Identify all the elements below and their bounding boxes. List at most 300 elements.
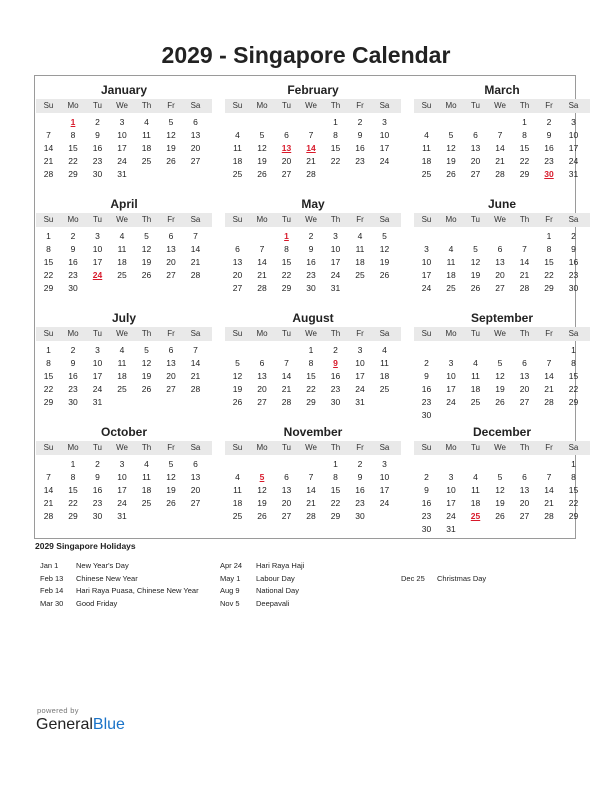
day-cell: 23	[68, 270, 78, 280]
day-cell: 24	[421, 283, 432, 293]
weekday-label: Tu	[281, 329, 292, 338]
day-cell: 8	[571, 472, 576, 482]
day-cell: 17	[421, 270, 432, 280]
day-cell: 5	[382, 231, 387, 241]
day-cell: 12	[166, 130, 176, 140]
day-cell: 30	[92, 169, 103, 179]
weekday-label: Fr	[545, 101, 553, 110]
day-cell: 27	[166, 384, 176, 394]
day-cell: 16	[92, 485, 103, 495]
weekday-label: Tu	[281, 215, 292, 224]
day-cell: 30	[421, 410, 432, 420]
day-cell: 19	[379, 257, 390, 267]
weekday-label: Tu	[92, 215, 103, 224]
day-cell: 22	[43, 384, 54, 394]
day-cell: 19	[166, 143, 176, 153]
day-cell: 22	[519, 156, 530, 166]
day-cell: 7	[193, 231, 198, 241]
day-cell: 27	[166, 270, 176, 280]
day-cell: 7	[308, 130, 314, 140]
day-cell: 15	[330, 143, 341, 153]
holiday-date: Mar 30	[40, 598, 64, 608]
day-cell: 2	[424, 358, 429, 368]
day-cell: 28	[257, 283, 267, 293]
day-cell: 15	[68, 143, 78, 153]
day-cell: 10	[446, 485, 456, 495]
holiday-date: Aug 9	[220, 586, 240, 595]
day-cell: 11	[380, 358, 389, 368]
day-cell: 21	[306, 498, 316, 508]
weekday-label: Mo	[67, 215, 79, 224]
day-cell: 6	[284, 130, 289, 140]
weekday-header	[414, 327, 590, 341]
day-cell: 13	[470, 143, 481, 153]
day-cell: 3	[448, 472, 454, 482]
day-cell: 20	[470, 156, 481, 166]
day-cell: 5	[144, 231, 149, 241]
day-cell: 2	[308, 231, 314, 241]
holiday-name: Good Friday	[76, 598, 118, 608]
day-cell: 15	[281, 257, 292, 267]
day-cell: 29	[519, 169, 530, 179]
month-name: January	[100, 83, 148, 97]
day-cell: 18	[355, 257, 365, 267]
day-cell: 21	[544, 498, 554, 508]
weekday-label: Mo	[445, 101, 457, 110]
day-cell: 22	[330, 156, 341, 166]
day-cell: 11	[233, 143, 242, 153]
day-cell: 25	[232, 169, 243, 179]
weekday-label: Su	[421, 329, 432, 338]
day-cell: 29	[68, 511, 78, 521]
day-cell: 1	[70, 459, 76, 469]
day-cell: 6	[193, 117, 198, 127]
weekday-label: Su	[232, 329, 243, 338]
day-cell: 14	[519, 257, 530, 267]
day-cell: 7	[46, 130, 51, 140]
day-cell: 14	[281, 371, 292, 381]
holiday-name: National Day	[256, 586, 299, 595]
day-cell: 10	[355, 358, 365, 368]
day-cell: 30	[568, 283, 579, 293]
day-cell: 26	[257, 169, 267, 179]
holiday-day-cell: 24	[92, 270, 103, 280]
day-cell: 10	[330, 244, 341, 254]
day-cell: 13	[166, 358, 176, 368]
day-cell: 14	[257, 257, 267, 267]
day-cell: 12	[379, 244, 390, 254]
holiday-day-cell: 14	[306, 143, 316, 153]
weekday-label: We	[305, 101, 317, 110]
day-cell: 8	[333, 130, 338, 140]
day-cell: 17	[446, 384, 456, 394]
day-cell: 24	[446, 511, 456, 521]
day-cell: 21	[306, 156, 316, 166]
day-cell: 26	[141, 270, 152, 280]
day-cell: 2	[424, 472, 429, 482]
holiday-day-cell: 9	[333, 358, 338, 368]
day-cell: 9	[357, 472, 363, 482]
day-cell: 6	[235, 244, 240, 254]
day-cell: 9	[357, 130, 363, 140]
months-grid	[34, 78, 579, 538]
day-cell: 9	[95, 472, 100, 482]
day-cell: 14	[495, 143, 505, 153]
weekday-label: Su	[232, 215, 243, 224]
day-cell: 19	[257, 498, 267, 508]
day-cell: 25	[232, 511, 243, 521]
holiday-date: Apr 24	[220, 561, 243, 570]
weekday-label: Mo	[67, 443, 79, 452]
day-cell: 18	[379, 371, 390, 381]
day-cell: 18	[470, 384, 481, 394]
day-cell: 26	[166, 156, 176, 166]
day-cell: 10	[379, 130, 390, 140]
day-cell: 26	[446, 169, 456, 179]
day-cell: 11	[355, 244, 365, 254]
day-cell: 20	[232, 270, 243, 280]
day-cell: 6	[522, 472, 527, 482]
month-name: November	[283, 425, 343, 439]
weekday-label: Sa	[568, 443, 579, 452]
holiday-name: Deepavali	[256, 598, 290, 608]
weekday-header	[225, 441, 401, 455]
day-cell: 14	[43, 485, 54, 495]
day-cell: 29	[43, 397, 54, 407]
day-cell: 19	[446, 156, 456, 166]
day-cell: 24	[355, 384, 365, 394]
day-cell: 9	[70, 358, 76, 368]
day-cell: 15	[68, 485, 78, 495]
day-cell: 24	[330, 270, 341, 280]
day-cell: 13	[519, 371, 530, 381]
day-cell: 22	[568, 498, 579, 508]
holiday-name: Chinese New Year	[76, 573, 138, 583]
day-cell: 22	[544, 270, 554, 280]
day-cell: 9	[308, 244, 314, 254]
day-cell: 28	[495, 169, 505, 179]
weekday-label: Fr	[167, 443, 175, 452]
day-cell: 14	[190, 358, 201, 368]
day-cell: 25	[470, 397, 481, 407]
day-cell: 13	[281, 485, 292, 495]
weekday-label: Su	[43, 101, 54, 110]
weekday-label: Th	[141, 329, 152, 338]
day-cell: 12	[446, 143, 456, 153]
weekday-label: Fr	[545, 329, 553, 338]
weekday-label: We	[116, 101, 128, 110]
weekday-label: Sa	[568, 101, 579, 110]
day-cell: 30	[92, 511, 103, 521]
day-cell: 18	[446, 270, 456, 280]
day-cell: 7	[193, 345, 198, 355]
day-cell: 12	[495, 371, 505, 381]
day-cell: 19	[141, 371, 152, 381]
weekday-label: Tu	[92, 329, 103, 338]
day-cell: 7	[308, 472, 314, 482]
day-cell: 10	[117, 130, 127, 140]
holiday-name: Hari Raya Puasa, Chinese New Year	[76, 586, 199, 595]
day-cell: 22	[43, 270, 54, 280]
weekday-label: Sa	[379, 101, 390, 110]
weekday-label: Sa	[379, 215, 390, 224]
day-cell: 25	[117, 384, 127, 394]
day-cell: 8	[522, 130, 527, 140]
day-cell: 14	[43, 143, 54, 153]
day-cell: 16	[355, 143, 365, 153]
day-cell: 22	[68, 498, 78, 508]
weekday-label: Fr	[167, 215, 175, 224]
day-cell: 4	[119, 231, 125, 241]
day-cell: 6	[522, 358, 527, 368]
day-cell: 23	[421, 397, 432, 407]
day-cell: 1	[522, 117, 527, 127]
weekday-label: Fr	[356, 329, 364, 338]
day-cell: 27	[495, 283, 505, 293]
weekday-label: Sa	[190, 329, 201, 338]
day-cell: 1	[308, 345, 314, 355]
day-cell: 10	[92, 244, 103, 254]
day-cell: 3	[424, 244, 429, 254]
holiday-day-cell: 5	[259, 472, 265, 482]
day-cell: 9	[571, 244, 576, 254]
day-cell: 13	[190, 130, 201, 140]
month-name: July	[111, 311, 136, 325]
day-cell: 3	[448, 358, 454, 368]
day-cell: 14	[306, 485, 316, 495]
day-cell: 4	[424, 130, 429, 140]
day-cell: 20	[190, 485, 201, 495]
day-cell: 10	[117, 472, 127, 482]
day-cell: 18	[232, 156, 243, 166]
day-cell: 25	[421, 169, 432, 179]
day-cell: 16	[68, 371, 78, 381]
day-cell: 25	[117, 270, 127, 280]
day-cell: 2	[95, 117, 100, 127]
day-cell: 5	[168, 459, 174, 469]
weekday-label: Th	[519, 443, 530, 452]
day-cell: 12	[166, 472, 176, 482]
holiday-day-cell: 1	[70, 117, 76, 127]
day-cell: 20	[190, 143, 201, 153]
weekday-label: Tu	[281, 443, 292, 452]
weekday-header	[36, 99, 212, 113]
day-cell: 15	[568, 485, 579, 495]
weekday-label: Mo	[67, 329, 79, 338]
day-cell: 29	[568, 397, 579, 407]
day-cell: 16	[421, 384, 432, 394]
day-cell: 11	[142, 472, 151, 482]
weekday-label: We	[305, 215, 317, 224]
weekday-label: Tu	[281, 101, 292, 110]
day-cell: 10	[446, 371, 456, 381]
weekday-label: Th	[330, 101, 341, 110]
weekday-header	[36, 441, 212, 455]
day-cell: 7	[259, 244, 265, 254]
day-cell: 4	[235, 130, 240, 140]
generalblue-logo[interactable]	[36, 716, 125, 734]
day-cell: 22	[306, 384, 316, 394]
day-cell: 11	[446, 257, 456, 267]
day-cell: 15	[306, 371, 316, 381]
weekday-header	[225, 99, 401, 113]
day-cell: 21	[43, 156, 54, 166]
weekday-label: Th	[141, 215, 152, 224]
weekday-label: Sa	[379, 329, 390, 338]
day-cell: 2	[95, 459, 100, 469]
day-cell: 11	[117, 244, 127, 254]
day-cell: 7	[546, 472, 552, 482]
day-cell: 28	[306, 511, 316, 521]
weekday-label: Th	[141, 443, 152, 452]
day-cell: 3	[95, 345, 100, 355]
weekday-label: Tu	[92, 443, 103, 452]
weekday-label: Mo	[445, 329, 457, 338]
weekday-label: Tu	[470, 443, 481, 452]
day-cell: 5	[497, 472, 503, 482]
day-cell: 30	[421, 524, 432, 534]
weekday-label: Fr	[545, 443, 553, 452]
day-cell: 1	[571, 459, 576, 469]
day-cell: 15	[519, 143, 530, 153]
day-cell: 11	[471, 371, 480, 381]
weekday-header	[225, 213, 401, 227]
weekday-label: We	[116, 443, 128, 452]
day-cell: 24	[568, 156, 579, 166]
day-cell: 9	[424, 371, 429, 381]
day-cell: 30	[68, 397, 78, 407]
weekday-label: Su	[421, 215, 432, 224]
brand-blue: Blue	[92, 716, 125, 733]
day-cell: 20	[257, 384, 267, 394]
weekday-label: Mo	[256, 329, 268, 338]
day-cell: 26	[379, 270, 390, 280]
weekday-label: We	[494, 443, 506, 452]
day-cell: 31	[568, 169, 579, 179]
month-name: May	[301, 197, 325, 211]
holiday-date: Feb 14	[40, 586, 64, 595]
day-cell: 12	[470, 257, 481, 267]
day-cell: 5	[259, 130, 265, 140]
day-cell: 16	[92, 143, 103, 153]
holiday-name: Hari Raya Haji	[256, 561, 305, 570]
holiday-name: Christmas Day	[437, 573, 487, 583]
day-cell: 10	[568, 130, 579, 140]
day-cell: 8	[571, 358, 576, 368]
day-cell: 8	[308, 358, 314, 368]
day-cell: 9	[95, 130, 100, 140]
day-cell: 27	[470, 169, 481, 179]
day-cell: 12	[232, 371, 243, 381]
day-cell: 22	[281, 270, 292, 280]
day-cell: 14	[544, 485, 554, 495]
weekday-label: Sa	[379, 443, 390, 452]
day-cell: 27	[281, 169, 292, 179]
holiday-name: New Year's Day	[76, 561, 129, 570]
day-cell: 4	[448, 244, 454, 254]
weekday-label: Tu	[92, 101, 103, 110]
day-cell: 11	[117, 358, 127, 368]
day-cell: 13	[232, 257, 243, 267]
day-cell: 9	[546, 130, 552, 140]
day-cell: 18	[141, 143, 152, 153]
weekday-label: Sa	[568, 329, 579, 338]
day-cell: 2	[333, 345, 338, 355]
weekday-label: Th	[519, 329, 530, 338]
weekday-header	[414, 441, 590, 455]
day-cell: 14	[190, 244, 201, 254]
month-name: March	[484, 83, 520, 97]
day-cell: 25	[379, 384, 390, 394]
day-cell: 18	[232, 498, 243, 508]
day-cell: 25	[141, 156, 152, 166]
day-cell: 12	[495, 485, 505, 495]
day-cell: 10	[92, 358, 103, 368]
day-cell: 5	[448, 130, 454, 140]
day-cell: 24	[117, 498, 127, 508]
day-cell: 7	[522, 244, 527, 254]
day-cell: 6	[168, 231, 174, 241]
day-cell: 15	[568, 371, 579, 381]
day-cell: 20	[519, 384, 530, 394]
day-cell: 5	[168, 117, 174, 127]
weekday-label: Fr	[356, 443, 364, 452]
weekday-header	[36, 327, 212, 341]
day-cell: 16	[355, 485, 365, 495]
day-cell: 18	[141, 485, 152, 495]
weekday-label: Th	[141, 101, 152, 110]
month-name: September	[470, 311, 534, 325]
day-cell: 4	[144, 117, 149, 127]
holiday-date: Jan 1	[40, 561, 59, 570]
day-cell: 26	[141, 384, 152, 394]
day-cell: 28	[43, 169, 54, 179]
day-cell: 23	[330, 384, 341, 394]
day-cell: 31	[446, 524, 456, 534]
day-cell: 6	[497, 244, 503, 254]
weekday-header	[414, 213, 590, 227]
weekday-label: Th	[519, 215, 530, 224]
day-cell: 8	[333, 472, 338, 482]
day-cell: 26	[166, 498, 176, 508]
weekday-label: Mo	[67, 101, 79, 110]
day-cell: 23	[355, 498, 365, 508]
day-cell: 2	[70, 231, 76, 241]
day-cell: 25	[355, 270, 365, 280]
day-cell: 17	[355, 371, 365, 381]
weekday-label: Su	[232, 443, 243, 452]
weekday-label: We	[116, 329, 128, 338]
day-cell: 2	[571, 231, 576, 241]
day-cell: 7	[284, 358, 289, 368]
day-cell: 3	[333, 231, 338, 241]
weekday-label: Th	[330, 443, 341, 452]
day-cell: 6	[473, 130, 478, 140]
day-cell: 20	[166, 257, 176, 267]
day-cell: 24	[379, 156, 390, 166]
day-cell: 18	[421, 156, 432, 166]
day-cell: 16	[330, 371, 341, 381]
holiday-day-cell: 1	[284, 231, 289, 241]
weekday-label: We	[116, 215, 128, 224]
day-cell: 3	[119, 117, 125, 127]
day-cell: 26	[495, 511, 505, 521]
day-cell: 3	[382, 459, 387, 469]
day-cell: 29	[306, 397, 316, 407]
day-cell: 21	[281, 384, 292, 394]
day-cell: 23	[92, 498, 103, 508]
day-cell: 21	[190, 371, 201, 381]
